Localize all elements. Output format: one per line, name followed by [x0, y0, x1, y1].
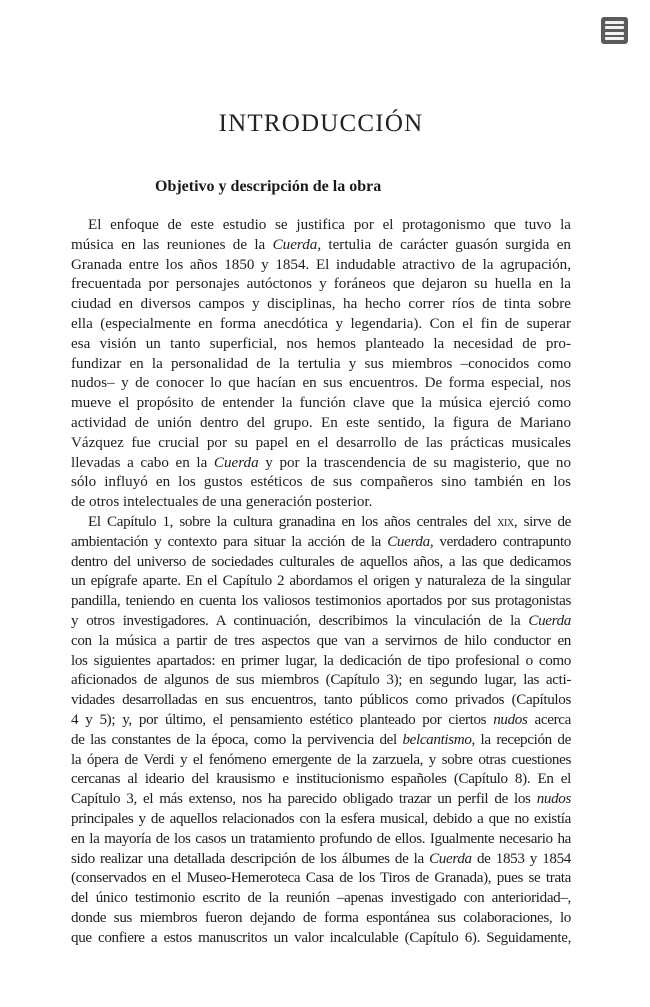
paragraph-2: [71, 513, 571, 949]
text-line: con la música a partir de tres aspectos que van a servirnos de hilo conductor en: [71, 632, 571, 649]
text-line: actividad de unión dentro del grupo. En este sentido, la figura de Mariano: [71, 414, 571, 431]
text-line: Vázquez fue crucial por su papel en el desarrollo de las prácticas musicales: [71, 434, 571, 451]
text-line: los siguientes apartados: en primer lugar, la dedicación de tipo profesional o como: [71, 652, 571, 669]
text-line: dentro del universo de sociedades culturales de aquellos años, a las que dedicamos: [71, 553, 571, 570]
text-line: la ópera de Verdi y el fenómeno emergente de la zarzuela, y sobre otras cuestiones: [71, 751, 571, 768]
text-line: llevadas a cabo en la Cuerda y por la trascendencia de su magisterio, que no: [71, 454, 571, 471]
text-line: pandilla, teniendo en cuenta los valiosos testimonios aportados por sus protagonistas: [71, 593, 571, 610]
text-line: principales y de aquellos relacionados con la esfera musical, debido a que no existía: [71, 810, 571, 827]
text-line: ella (especialmente en forma anecdótica y legendaria). Con el fin de superar: [71, 315, 571, 332]
body-text: [71, 216, 571, 948]
text-line: música en las reuniones de la Cuerda, tertulia de carácter guasón surgida en: [71, 236, 571, 253]
text-line: que confiere a estos manuscritos un valor incalculable (Capítulo 6). Seguidamente,: [71, 929, 571, 946]
text-line: en la mayoría de los casos un tratamiento profundo de ellos. Igualmente necesario ha: [71, 830, 571, 847]
text-line: y otros investigadores. A continuación, describimos la vinculación de la Cuerda: [71, 612, 571, 629]
text-line: esa visión un tanto superficial, nos hemos planteado la necesidad de pro-: [71, 335, 571, 352]
text-line: (conservados en el Museo-Hemeroteca Casa de los Tiros de Granada), pues se trata: [71, 870, 571, 887]
text-line: nudos– y de conocer lo que hacían en sus encuentros. De forma especial, nos: [71, 375, 571, 392]
text-line: un epígrafe aparte. En el Capítulo 2 abordamos el origen y naturaleza de la singular: [71, 573, 571, 590]
text-line: mueve el propósito de entender la función clave que la música ejerció como: [71, 395, 571, 412]
text-line: sólo influyó en los gustos estéticos de sus compañeros sino también en los: [71, 474, 571, 491]
menu-list-icon[interactable]: [601, 17, 628, 44]
chapter-title: INTRODUCCIÓN: [218, 110, 424, 137]
section-title: Objetivo y descripción de la obra: [155, 178, 382, 195]
text-line: sido realizar una detallada descripción de los álbumes de la Cuerda de 1853 y 1854: [71, 850, 571, 867]
text-line: del único testimonio escrito de la reunión –apenas investigado con anterioridad–,: [71, 890, 571, 907]
text-line: vidades desarrolladas en sus encuentros, tanto públicos como privados (Capítulos: [71, 692, 571, 709]
text-line: cercanas al ideario del krausismo e institucionismo españoles (Capítulo 8). En el: [71, 771, 571, 788]
text-line: 4 y 5); y, por último, el pensamiento estético planteado por ciertos nudos acerca: [71, 711, 571, 728]
text-line: de otros intelectuales de una generación posterior.: [71, 494, 373, 511]
text-line: frecuentada por personajes autóctonos y foráneos que dejaron su huella en la: [71, 276, 571, 293]
paragraph-1: [71, 216, 571, 513]
text-line: El enfoque de este estudio se justifica por el protagonismo que tuvo la: [88, 217, 571, 233]
text-line: fundizar en la personalidad de la tertulia y sus miembros –conocidos como: [71, 355, 571, 372]
text-line: de las constantes de la época, como la pervivencia del belcantismo, la recepción de: [71, 731, 571, 748]
text-line: donde sus miembros fueron dejando de forma espontánea sus colaboraciones, lo: [71, 909, 571, 926]
text-line: aficionados de algunos de sus miembros (Capítulo 3); en segundo lugar, las acti-: [71, 672, 571, 689]
text-line: Capítulo 3, el más extenso, nos ha parecido obligado trazar un perfil de los nudos: [71, 791, 571, 808]
text-line: Granada entre los años 1850 y 1854. El indudable atractivo de la agrupación,: [71, 256, 571, 273]
text-line: El Capítulo 1, sobre la cultura granadina en los años centrales del xix, sirve de: [88, 513, 571, 530]
text-line: ambientación y contexto para situar la acción de la Cuerda, verdadero contrapunto: [71, 533, 571, 550]
text-line: ciudad en diversos campos y disciplinas, ha hecho correr ríos de tinta sobre: [71, 296, 571, 313]
